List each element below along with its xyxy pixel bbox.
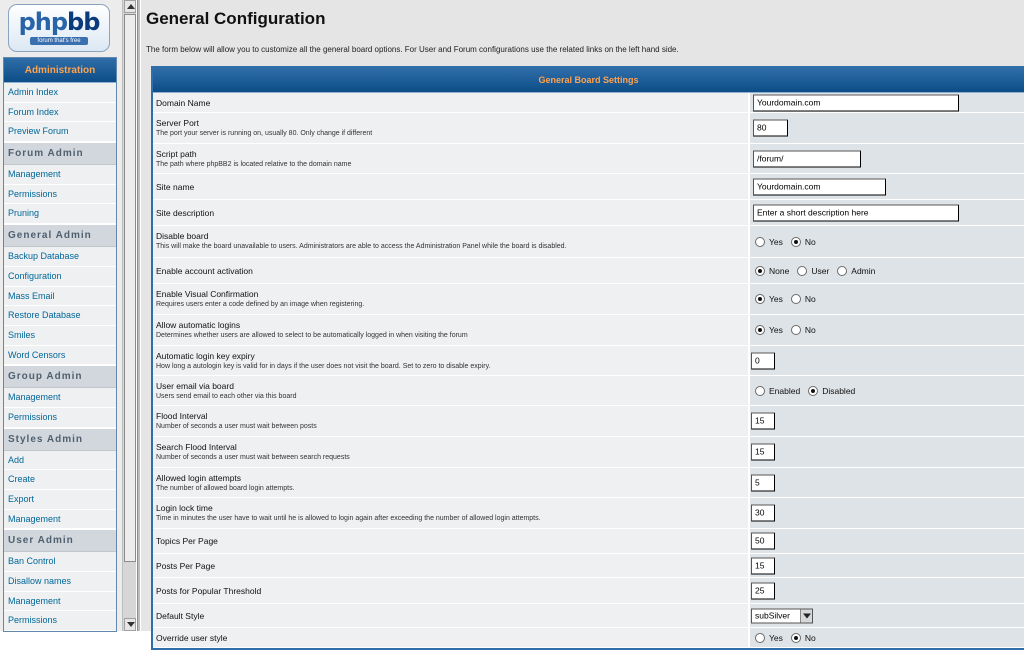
nav-link-styles-admin-create[interactable]: Create (4, 470, 116, 490)
setting-description: Number of seconds a user must wait between posts (156, 423, 317, 430)
input-site-description[interactable]: Enter a short description here (753, 204, 959, 221)
radio-button-icon[interactable] (791, 237, 801, 247)
radio-button-icon[interactable] (808, 386, 818, 396)
radio-option-admin[interactable] (837, 266, 875, 276)
setting-control-cell (750, 406, 1024, 436)
setting-title: Automatic login key expiry (156, 351, 255, 361)
radio-option-label: None (769, 265, 790, 276)
radio-option-label: No (804, 294, 816, 304)
radio-option-label: Yes (769, 294, 783, 304)
radio-option-label: Yes (769, 325, 783, 335)
setting-row-allow-automatic-logins (153, 315, 1024, 346)
setting-control-cell (750, 529, 1024, 553)
radio-group-allow-automatic-logins (755, 325, 824, 335)
input-site-name[interactable]: Yourdomain.com (753, 178, 886, 195)
table-header: General Board Settings (153, 68, 1024, 93)
radio-button-icon[interactable] (755, 266, 765, 276)
radio-option-no[interactable] (791, 633, 816, 643)
radio-button-icon[interactable] (791, 325, 801, 335)
setting-title: Allowed login attempts (156, 473, 242, 483)
nav-link-user-admin-management[interactable]: Management (4, 592, 116, 612)
radio-option-label: Enabled (769, 385, 801, 396)
setting-description: Time in minutes the user have to wait until he is allowed to login again after exceeding the number of allowed login attempts. (156, 515, 541, 522)
content-frame (141, 0, 1024, 643)
setting-control-cell (750, 174, 1024, 199)
nav-link-forum-index[interactable]: Forum Index (4, 103, 116, 123)
setting-label-cell (153, 226, 748, 257)
arrow-up-icon (127, 4, 135, 9)
radio-group-user-email-via-board (755, 386, 863, 396)
setting-control-cell (750, 604, 1024, 627)
setting-label-cell (153, 144, 748, 173)
page-description: The form below will allow you to customize all the general board options. For User and Forum configurations use the related links on the left hand side. (146, 45, 679, 54)
radio-button-icon[interactable] (797, 266, 807, 276)
setting-title: Enable account activation (156, 265, 253, 276)
input-script-path[interactable]: /forum/ (753, 150, 861, 167)
setting-label-cell (153, 437, 748, 467)
radio-button-icon[interactable] (755, 237, 765, 247)
setting-control-cell (750, 144, 1024, 173)
admin-navigation (3, 57, 117, 632)
radio-option-label: No (804, 632, 816, 643)
setting-description: The path where phpBB2 is located relative to the domain name (156, 161, 352, 168)
setting-control-cell (750, 628, 1024, 647)
setting-label-cell (153, 113, 748, 143)
setting-row-site-description (153, 200, 1024, 226)
input-flood-interval[interactable]: 15 (751, 413, 775, 430)
nav-link-general-admin-configuration[interactable]: Configuration (4, 267, 116, 287)
setting-row-flood-interval (153, 406, 1024, 437)
nav-link-forum-admin-management[interactable]: Management (4, 165, 116, 185)
nav-link-group-admin-management[interactable]: Management (4, 388, 116, 408)
radio-option-label: No (804, 236, 816, 247)
setting-row-search-flood-interval (153, 437, 1024, 468)
setting-label-cell (153, 284, 748, 314)
input-automatic-login-key-expiry[interactable]: 0 (751, 352, 775, 369)
setting-control-cell (750, 113, 1024, 143)
input-domain-name[interactable]: Yourdomain.com (753, 94, 959, 111)
logo-text-php: php (18, 8, 68, 36)
setting-row-site-name (153, 174, 1024, 200)
setting-title: Default Style (156, 610, 205, 621)
setting-control-cell (750, 315, 1024, 345)
radio-button-icon[interactable] (755, 294, 765, 304)
radio-option-no[interactable] (791, 294, 816, 304)
general-settings-table (151, 66, 1024, 650)
setting-row-disable-board (153, 226, 1024, 258)
setting-row-server-port (153, 113, 1024, 144)
radio-button-icon[interactable] (791, 294, 801, 304)
nav-link-user-admin-ban-control[interactable]: Ban Control (4, 552, 116, 572)
setting-title: Domain Name (156, 97, 211, 108)
setting-description: The number of allowed board login attempts. (156, 485, 295, 492)
setting-label-cell (153, 315, 748, 345)
radio-option-label: No (804, 325, 816, 335)
scroll-thumb[interactable] (124, 14, 136, 562)
radio-group-enable-visual-confirmation (755, 294, 824, 304)
radio-option-enabled[interactable] (755, 386, 800, 396)
nav-section-user-admin: User Admin (4, 529, 116, 552)
setting-title: User email via board (156, 381, 234, 391)
setting-description: Determines whether users are allowed to select to be automatically logged in when visiting the forum (156, 332, 468, 339)
nav-link-general-admin-word-censors[interactable]: Word Censors (4, 346, 116, 366)
nav-link-admin-index[interactable]: Admin Index (4, 83, 116, 103)
radio-option-label: Yes (769, 236, 783, 247)
radio-group-override-user-style (755, 633, 824, 643)
radio-option-no[interactable] (791, 325, 816, 335)
setting-label-cell (153, 498, 748, 528)
setting-title: Server Port (156, 118, 199, 128)
setting-control-cell (750, 258, 1024, 283)
setting-label-cell (153, 406, 748, 436)
nav-link-styles-admin-export[interactable]: Export (4, 490, 116, 510)
setting-title: Login lock time (156, 503, 213, 513)
setting-title: Flood Interval (156, 411, 208, 421)
radio-option-yes[interactable] (755, 294, 783, 304)
nav-link-user-admin-disallow-names[interactable]: Disallow names (4, 572, 116, 592)
setting-description: Requires users enter a code defined by an image when registering. (156, 301, 365, 308)
setting-label-cell (153, 529, 748, 553)
radio-button-icon[interactable] (791, 633, 801, 643)
radio-option-yes[interactable] (755, 237, 783, 247)
setting-description: This will make the board unavailable to users. Administrators are able to access the Administration Panel while the board is disabled. (156, 243, 567, 250)
phpbb-logo[interactable] (8, 4, 110, 52)
setting-row-enable-visual-confirmation (153, 284, 1024, 315)
radio-option-label: Admin (851, 265, 876, 276)
setting-title: Site description (156, 207, 215, 218)
input-posts-per-page[interactable]: 15 (751, 557, 775, 574)
setting-row-enable-account-activation (153, 258, 1024, 284)
select-value: subSilver (755, 610, 790, 620)
page-title: General Configuration (146, 9, 326, 28)
nav-link-forum-admin-pruning[interactable]: Pruning (4, 204, 116, 224)
input-allowed-login-attempts[interactable]: 5 (751, 474, 775, 491)
setting-row-default-style (153, 604, 1024, 628)
setting-label-cell (153, 604, 748, 627)
arrow-down-icon (127, 622, 135, 627)
radio-button-icon[interactable] (837, 266, 847, 276)
setting-control-cell (750, 284, 1024, 314)
setting-row-override-user-style (153, 628, 1024, 648)
radio-option-label: Yes (769, 632, 783, 643)
radio-button-icon[interactable] (755, 325, 765, 335)
setting-row-posts-per-page (153, 554, 1024, 578)
nav-link-styles-admin-add[interactable]: Add (4, 451, 116, 471)
setting-control-cell (750, 578, 1024, 603)
radio-option-none[interactable] (755, 266, 789, 276)
nav-scrollbar[interactable] (122, 0, 136, 631)
setting-description: Number of seconds a user must wait between search requests (156, 454, 350, 461)
setting-title: Site name (156, 181, 195, 192)
setting-title: Allow automatic logins (156, 320, 241, 330)
setting-title: Enable Visual Confirmation (156, 289, 259, 299)
radio-option-yes[interactable] (755, 325, 783, 335)
setting-control-cell (750, 437, 1024, 467)
input-search-flood-interval[interactable]: 15 (751, 444, 775, 461)
nav-link-forum-admin-permissions[interactable]: Permissions (4, 185, 116, 205)
setting-label-cell (153, 468, 748, 497)
nav-link-preview-forum[interactable]: Preview Forum (4, 122, 116, 142)
radio-option-no[interactable] (791, 237, 816, 247)
setting-row-domain-name (153, 93, 1024, 113)
setting-title: Posts Per Page (156, 560, 216, 571)
input-posts-for-popular-threshold[interactable]: 25 (751, 582, 775, 599)
logo-text-bb: bb (67, 8, 100, 36)
setting-row-topics-per-page (153, 529, 1024, 554)
nav-link-general-admin-smiles[interactable]: Smiles (4, 326, 116, 346)
radio-option-yes[interactable] (755, 633, 783, 643)
radio-option-label: Disabled (822, 385, 856, 396)
radio-group-enable-account-activation (755, 266, 883, 276)
logo-tagline: forum that's free (30, 37, 88, 45)
radio-group-disable-board (755, 237, 824, 247)
nav-link-general-admin-mass-email[interactable]: Mass Email (4, 287, 116, 307)
setting-description: The port your server is running on, usually 80. Only change if different (156, 130, 373, 137)
nav-link-styles-admin-management[interactable]: Management (4, 510, 116, 530)
nav-link-group-admin-permissions[interactable]: Permissions (4, 408, 116, 428)
setting-control-cell (750, 93, 1024, 112)
nav-section-styles-admin: Styles Admin (4, 428, 116, 451)
setting-label-cell (153, 628, 748, 647)
setting-row-automatic-login-key-expiry (153, 346, 1024, 376)
setting-label-cell (153, 258, 748, 283)
frame-divider[interactable] (137, 0, 140, 631)
radio-option-label: User (811, 265, 830, 276)
setting-control-cell (750, 346, 1024, 375)
nav-section-general-admin: General Admin (4, 224, 116, 247)
nav-section-group-admin: Group Admin (4, 365, 116, 388)
scroll-up-button[interactable] (124, 0, 136, 13)
setting-label-cell (153, 93, 748, 112)
setting-control-cell (750, 498, 1024, 528)
nav-link-general-admin-backup-database[interactable]: Backup Database (4, 247, 116, 267)
input-server-port[interactable]: 80 (753, 120, 788, 137)
setting-control-cell (750, 226, 1024, 257)
setting-row-allowed-login-attempts (153, 468, 1024, 498)
setting-control-cell (750, 468, 1024, 497)
setting-title: Posts for Popular Threshold (156, 585, 262, 596)
setting-label-cell (153, 554, 748, 577)
setting-row-login-lock-time (153, 498, 1024, 529)
radio-button-icon[interactable] (755, 633, 765, 643)
setting-title: Override user style (156, 632, 228, 643)
logo-wordmark (9, 7, 109, 37)
setting-label-cell (153, 346, 748, 375)
setting-label-cell (153, 174, 748, 199)
radio-option-user[interactable] (797, 266, 829, 276)
setting-label-cell (153, 578, 748, 603)
navigation-frame (0, 0, 122, 631)
chevron-down-icon[interactable] (800, 609, 812, 622)
nav-link-user-admin-permissions[interactable]: Permissions (4, 611, 116, 631)
input-login-lock-time[interactable]: 30 (751, 505, 775, 522)
setting-title: Search Flood Interval (156, 442, 237, 452)
radio-option-disabled[interactable] (808, 386, 855, 396)
setting-control-cell (750, 376, 1024, 405)
input-topics-per-page[interactable]: 50 (751, 533, 775, 550)
select-default-style[interactable] (751, 608, 813, 623)
setting-title: Script path (156, 149, 197, 159)
scroll-down-button[interactable] (124, 618, 136, 631)
radio-button-icon[interactable] (755, 386, 765, 396)
setting-control-cell (750, 554, 1024, 577)
nav-link-general-admin-restore-database[interactable]: Restore Database (4, 306, 116, 326)
setting-title: Topics Per Page (156, 536, 218, 546)
setting-label-cell (153, 376, 748, 405)
setting-row-script-path (153, 144, 1024, 174)
nav-header: Administration (4, 58, 116, 83)
setting-label-cell (153, 200, 748, 225)
setting-description: How long a autologin key is valid for in days if the user does not visit the board. Set to zero to disable expiry. (156, 363, 491, 370)
setting-row-posts-for-popular-threshold (153, 578, 1024, 604)
setting-description: Users send email to each other via this board (156, 393, 297, 400)
setting-title: Disable board (156, 231, 209, 241)
nav-section-forum-admin: Forum Admin (4, 142, 116, 165)
setting-row-user-email-via-board (153, 376, 1024, 406)
setting-control-cell (750, 200, 1024, 225)
